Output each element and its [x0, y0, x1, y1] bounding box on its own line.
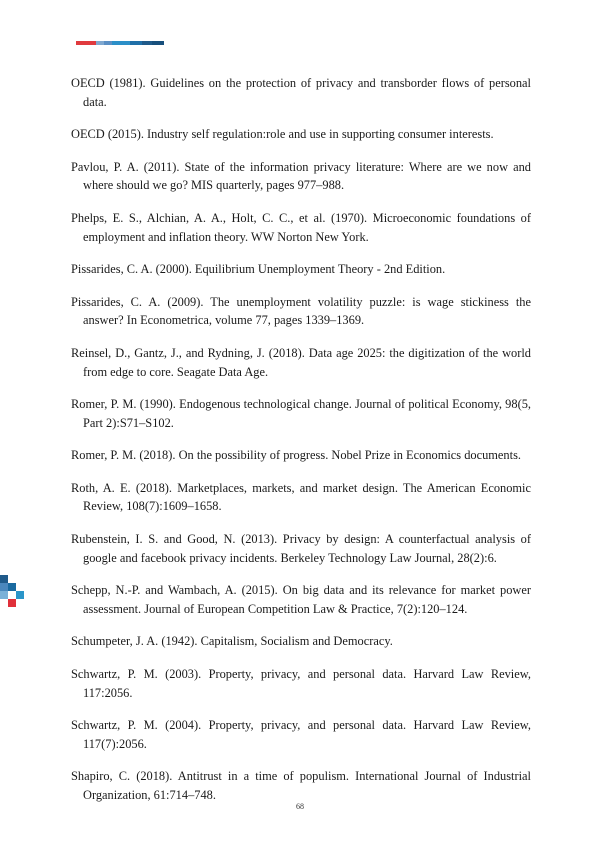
pixel-dark-blue — [0, 575, 8, 583]
pixel-deep-blue — [8, 583, 16, 591]
page-number: 68 — [296, 802, 304, 811]
reference-entry: Pissarides, C. A. (2009). The unemployment volatility puzzle: is wage stickiness the answer? In Econometrica, volume 77, pages 1339–1369. — [71, 294, 531, 328]
bar-segment-blue — [130, 41, 142, 45]
reference-entry: Reinsel, D., Gantz, J., and Rydning, J. (2018). Data age 2025: the digitization of the world from edge to core. Seagate Data Age. — [71, 345, 531, 379]
bar-segment-light-blue — [96, 41, 104, 45]
bar-segment-steel-blue — [104, 41, 112, 45]
header-decorative-bar — [76, 41, 164, 45]
reference-entry: Schwartz, P. M. (2004). Property, privacy, and personal data. Harvard Law Review, 117(7):2056. — [71, 718, 531, 751]
pixel-red — [8, 599, 16, 607]
bar-segment-red — [76, 41, 96, 45]
reference-entry: OECD (1981). Guidelines on the protection of privacy and transborder flows of personal data. — [71, 76, 531, 109]
pixel-cyan-blue — [16, 591, 24, 599]
reference-entry: Schwartz, P. M. (2003). Property, privacy, and personal data. Harvard Law Review, 117:2056. — [71, 666, 531, 700]
reference-entry: Schepp, N.-P. and Wambach, A. (2015). On big data and its relevance for market power assessment. Journal of European Competition Law & Practice, 7(2):120–124. — [71, 583, 531, 616]
reference-entry: Romer, P. M. (2018). On the possibility of progress. Nobel Prize in Economics documents. — [71, 448, 521, 463]
reference-entry: Roth, A. E. (2018). Marketplaces, markets, and market design. The American Economic Review, 108(7):1609–1658. — [71, 480, 531, 514]
bar-segment-cyan — [112, 41, 130, 45]
reference-entry: Romer, P. M. (1990). Endogenous technological change. Journal of political Economy, 98(5, Part 2):S71–S102. — [71, 397, 531, 430]
bar-segment-dark-blue — [142, 41, 152, 45]
pixel-mid-blue — [0, 583, 8, 591]
reference-entry: Pissarides, C. A. (2000). Equilibrium Unemployment Theory - 2nd Edition. — [71, 262, 446, 277]
reference-entry: Rubenstein, I. S. and Good, N. (2013). Privacy by design: A counterfactual analysis of google and facebook privacy incidents. Berkeley Technology Law Journal, 28(2):6. — [71, 531, 531, 565]
bar-segment-navy — [152, 41, 164, 45]
reference-entry: Phelps, E. S., Alchian, A. A., Holt, C. C., et al. (1970). Microeconomic foundations of employment and inflation theory. WW Norton New York. — [71, 210, 531, 244]
reference-entry: Shapiro, C. (2018). Antitrust in a time of populism. International Journal of Industrial Organization, 61:714–748. — [71, 769, 531, 802]
reference-entry: OECD (2015). Industry self regulation:role and use in supporting consumer interests. — [71, 127, 494, 142]
reference-entry: Pavlou, P. A. (2011). State of the information privacy literature: Where are we now and where should we go? MIS quarterly, pages 977–988. — [71, 159, 531, 193]
reference-list — [71, 74, 531, 818]
reference-entry: Schumpeter, J. A. (1942). Capitalism, Socialism and Democracy. — [71, 634, 393, 649]
pixel-light-blue — [0, 591, 8, 599]
